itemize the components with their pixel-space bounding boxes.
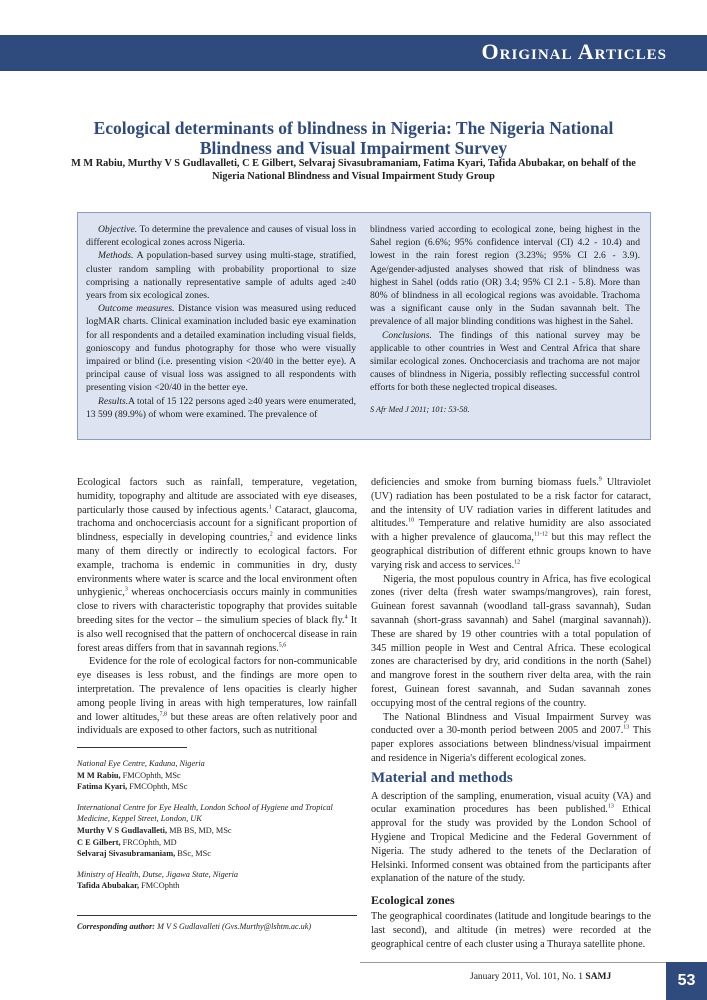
- intro-paragraph-2: Evidence for the role of ecological factors for non-communicable eye diseases is less robust, and the findings are more open to interpretation. The prevalence of lens opacities is clearly higher among people living in areas with high temperatures, low rainfall and lower altitudes,$^{7,8}$ but these areas are often relatively poor and individuals are exposed to other factors, such as nutritional: [77, 656, 358, 737]
- body-col-right: [371, 476, 651, 951]
- outcome-label: Outcome measures.: [98, 303, 175, 315]
- outcome-text: Distance vision was measured using reduced logMAR charts. Clinical examination included basic eye examination for all respondents and a detailed examination including visual fields, gonioscopy and fundus photography for those who were visually impaired or blind (i.e. presenting vision <20/40 in the better eye). A principal cause of visual loss was assigned to all respondents with presenting vision <20/40 in the better eye.: [86, 303, 357, 394]
- intro-paragraph-1: Ecological factors such as rainfall, temperature, vegetation, humidity, topography and altitude are associated with eye diseases, particularly those caused by infectious agents.$^1$ Cataract, glaucoma, trachoma and onchocerciasis account for a significant proportion of blindness, especially in developing countries,$^2$ and evidence links many of them directly or indirectly to ecological factors. For example, trachoma is endemic in communities in dry, dusty environments where water is scarce and the local environment often unhygienic,$^3$ whereas onchocerciasis occurs mainly in communities close to rivers with characteristic topography that provides suitable breeding sites for the vector – the simulium species of black fly.$^4$ It is also well recognised that the pattern of onchocercal disease in rain forest areas differs from that in savannah regions.$^{5,6}$: [77, 477, 357, 654]
- footer-issue: [470, 972, 611, 982]
- abstract-col-right: [370, 223, 640, 416]
- affiliation-institution: National Eye Centre, Kaduna, Nigeria: [77, 759, 205, 768]
- objective-label: Objective.: [98, 224, 138, 235]
- intro-paragraph-4: Nigeria, the most populous country in Africa, has five ecological zones (river delta (fresh water swamps/mangroves), rain forest, Guinean forest savannah (woodland tall-grass savannah), Sudan savannah (short-grass savannah) and Sahel (marginal savannah)). These are shared by 19 other countries with a total population of 345 million people in West and Central Africa. These ecological zones are characterised by dry, arid conditions in the north (Sahel) and mangrove forest in the southern river delta area, with the rain forest, Guinean forest savannah, and Sudan savannah zones occupying most of the central regions of the country.: [371, 573, 651, 709]
- methods-text: A population-based survey using multi-stage, stratified, cluster random sampling with probability proportional to size comprising a nationally representative sample of adults aged ≥40 years from six ecological zones.: [86, 250, 356, 302]
- intro-paragraph-5: The National Blindness and Visual Impairment Survey was conducted over a 30-month period between 2005 and 2007.13 This paper explores associations between blindness/visual impairment and residence in Nigeria's different ecological zones.: [371, 711, 652, 764]
- conclusions-label: Conclusions.: [382, 329, 432, 341]
- author-name: Selvaraj Sivasubramaniam,: [77, 849, 176, 859]
- author-degrees: FMCOphth, MSc: [120, 770, 181, 780]
- citation: S Afr Med J 2011; 101: 53-58.: [370, 404, 470, 414]
- author-name: Fatima Kyari,: [77, 782, 128, 792]
- results-text-part2: blindness varied according to ecological zone, being highest in the Sahel region (6.6%; 95% confidence interval (CI) 4.2 - 10.4) and lowest in the rain forest region (3.23%; 95% CI 2.6 - 3.9). Age/gender-adjusted analyses showed that risk of blindness was highest in Sahel (odds ratio (OR) 3.4; 95% CI 2.1 - 5.8). More than 80% of blindness in all ecological regions was avoidable. Trachoma was a significant cause only in the Sudan savannah belt. The prevalence of all major blinding conditions was highest in the Sahel.: [370, 224, 640, 328]
- section-heading-methods: Material and methods: [371, 769, 513, 786]
- corresponding-divider: [77, 915, 357, 916]
- author-name: Tafida Abubakar,: [77, 881, 140, 891]
- article-title: Ecological determinants of blindness in Nigeria: The Nigeria National Blindness and Visual Impairment Survey: [93, 118, 614, 158]
- section-label: Original Articles: [481, 39, 667, 64]
- affiliation-institution: Ministry of Health, Dutse, Jigawa State, Nigeria: [77, 869, 239, 879]
- issue-text: January 2011, Vol. 101, No. 1: [470, 972, 584, 982]
- author-degrees: FMCOphth, MSc: [127, 782, 188, 792]
- author-name: M M Rabiu,: [77, 770, 121, 780]
- journal-name: SAMJ: [585, 972, 612, 982]
- footer-divider: [360, 962, 707, 963]
- methods-label: Methods.: [98, 250, 134, 262]
- author-degrees: MB BS, MD, MSc: [167, 825, 232, 835]
- author-degrees: FRCOphth, MD: [120, 837, 177, 847]
- objective-text: To determine the prevalence and causes of visual loss in different ecological zones across Nigeria.: [86, 224, 356, 249]
- corresponding-author: [77, 922, 357, 931]
- corr-text: M V S Gudlavalleti (Gvs.Murthy@lshtm.ac.uk): [155, 922, 312, 931]
- author-degrees: BSc, MSc: [175, 849, 211, 859]
- affiliation-institution: International Centre for Eye Health, London School of Hygiene and Tropical Medicine, Keppel Street, London, UK: [77, 802, 333, 824]
- author-degrees: FMCOphth: [139, 881, 180, 891]
- body-col-left: [77, 476, 357, 738]
- abstract-col-left: [86, 223, 356, 421]
- intro-paragraph-3: deficiencies and smoke from burning biomass fuels.$^9$ Ultraviolet (UV) radiation has been postulated to be a risk factor for cataract, and the intensity of UV radiation varies in different latitudes and altitudes.$^{10}$ Temperature and relative humidity are also associated with a higher prevalence of glaucoma,$^{11-12}$ but this may reflect the geographical distribution of different ethnic groups known to have varying risk and access to services.$^{12}$: [371, 476, 652, 571]
- author-name: C E Gilbert,: [77, 837, 121, 847]
- author-name: Murthy V S Gudlavalleti,: [77, 825, 168, 835]
- affiliation-divider: [77, 747, 187, 748]
- results-text-part1: A total of 15 122 persons aged ≥40 years were enumerated, 13 599 (89.9%) of whom were examined. The prevalence of: [86, 395, 356, 420]
- results-label: Results.: [98, 395, 129, 407]
- methods-paragraph: A description of the sampling, enumeration, visual acuity (VA) and ocular examination procedures has been published.$^{13}$ Ethical approval for the study was provided by the London School of Hygiene and Tropical Medicine and the Federal Government of Nigeria. The study adhered to the tenets of the Declaration of Helsinki. Informed consent was obtained from the participants after explanation of the nature of the study.: [371, 790, 651, 885]
- corr-label: Corresponding author:: [77, 922, 156, 931]
- subheading-ecological-zones: Ecological zones: [371, 893, 455, 908]
- affiliations: [77, 758, 357, 892]
- abstract-box: [77, 212, 651, 440]
- page-number: 53: [666, 962, 707, 1000]
- section-banner: [0, 35, 707, 71]
- conclusions-text: The findings of this national survey may be applicable to other countries in West and Central Africa that share similar ecological zones. Onchocerciasis and trachoma are not major causes of blindness in Nigeria, possibly reflecting successful control efforts for both these neglected tropical diseases.: [370, 329, 640, 394]
- zones-paragraph: The geographical coordinates (latitude and longitude bearings to the last second), and altitude (in metres) were recorded at the geographical centre of each cluster using a Thuraya satellite phone.: [371, 910, 651, 950]
- author-list: M M Rabiu, Murthy V S Gudlavalleti, C E Gilbert, Selvaraj Sivasubramaniam, Fatima Kyari, Tafida Abubakar, on behalf of the Nigeria National Blindness and Visual Impairment Study Group: [71, 158, 636, 182]
